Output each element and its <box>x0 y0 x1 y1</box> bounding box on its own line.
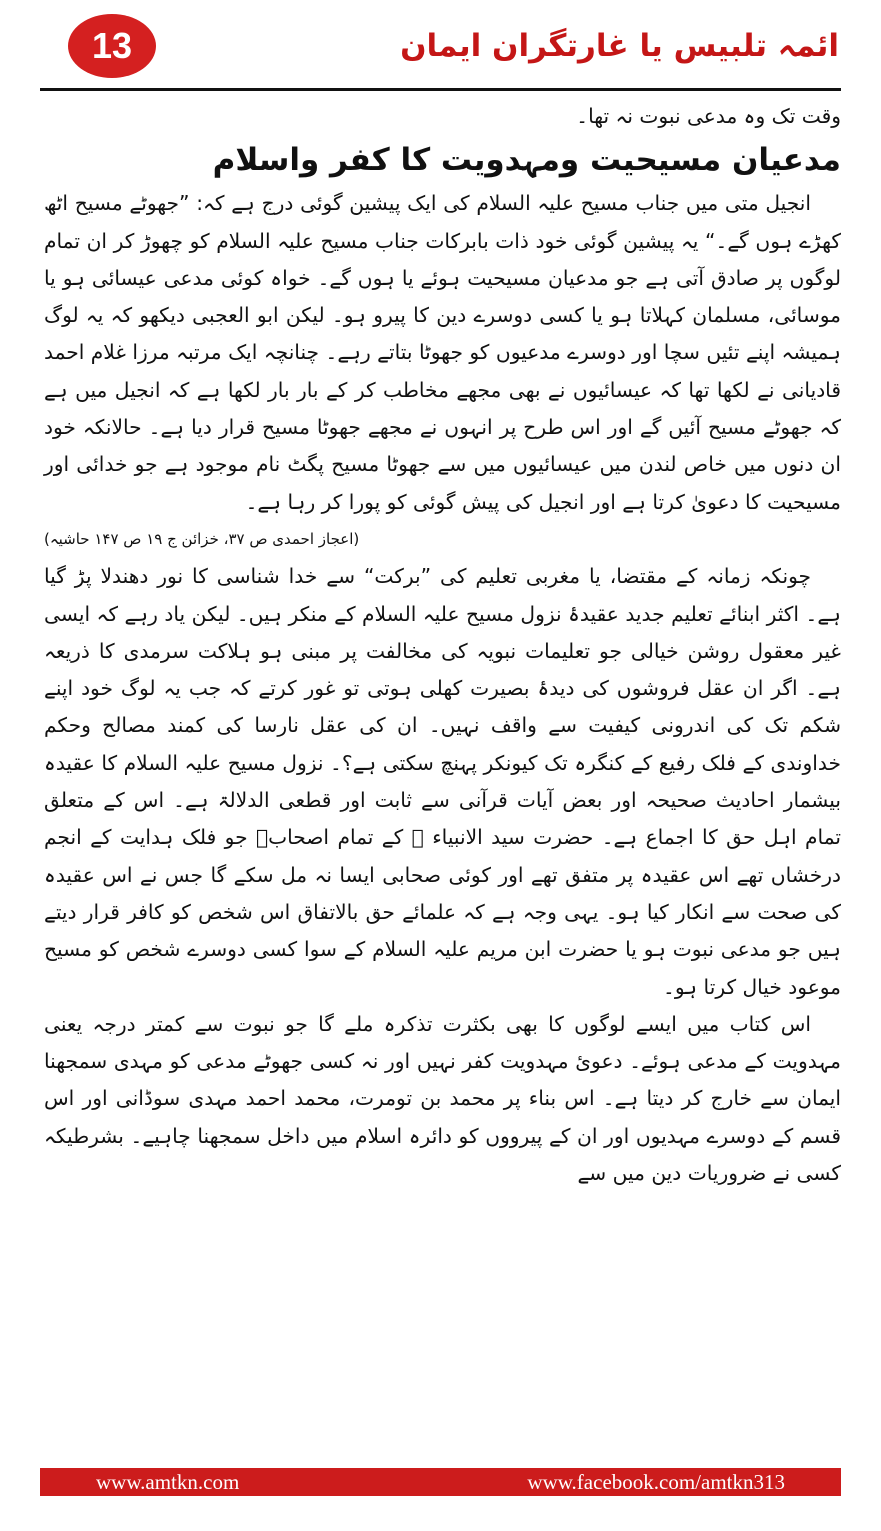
paragraph-1: انجیل متی میں جناب مسیح علیہ السلام کی ایک پیشین گوئی درج ہے کہ: ”جھوٹے مسیح اٹھ کھڑے ہوں گے۔“ یہ پیشین گوئی خود ذات بابرکات جناب مسیح علیہ السلام کو چھوڑ کر ان تمام لوگوں پر صادق آتی ہے جو مدعیان مسیحیت ہوئے یا ہوں گے۔ خواہ کوئی مدعی عیسائی ہو یا موسائی، مسلمان کہلاتا ہو یا کسی دوسرے دین کا پیرو ہو۔ لیکن ابو العجبی دیکھو کہ یہ لوگ ہمیشہ اپنے تئیں سچا اور دوسرے مدعیوں کو جھوٹا بتاتے رہے۔ چنانچہ ایک مرتبہ مرزا غلام احمد قادیانی نے لکھا تھا کہ عیسائیوں نے بھی مجھے مخاطب کر کے بار بار لکھا ہے کہ انجیل میں ہے کہ جھوٹے مسیح آئیں گے اور اس طرح پر انہوں نے مجھے جھوٹا مسیح قرار دیا ہے۔ حالانکہ خود ان دنوں میں خاص لندن میں عیسائیوں میں سے جھوٹا مسیح پگٹ نام موجود ہے جو خدائی اور مسیحیت کا دعویٰ کرتا ہے اور انجیل کی پیش گوئی کو پورا کر رہا ہے۔ <box>44 191 841 514</box>
header-divider <box>40 88 841 91</box>
page-number-badge: 13 <box>68 14 156 78</box>
footer-facebook-link[interactable]: www.facebook.com/amtkn313 <box>527 1469 785 1494</box>
section-heading: مدعیان مسیحیت ومہدویت کا کفر واسلام <box>212 142 841 179</box>
paragraph-2: چونکہ زمانہ کے مقتضا، یا مغربی تعلیم کی ”برکت“ سے خدا شناسی کا نور دھندلا پڑ گیا ہے۔ اکثر ابنائے تعلیم جدید عقیدۂ نزول مسیح علیہ السلام کے منکر ہیں۔ لیکن یاد رہے کہ ایسی غیر معقول روشن خیالی جو تعلیمات نبویہ کی مخالفت پر مبنی ہو ہلاکت سرمدی کا ذریعہ ہے۔ اگر ان عقل فروشوں کی دیدۂ بصیرت کھلی ہوتی تو غور کرتے کہ جب یہ لوگ خود اپنے شکم تک کی اندرونی کیفیت سے واقف نہیں۔ ان کی عقل نارسا کی کمند مصالح وحکم خداوندی کے فلک رفیع کے کنگرہ تک کیونکر پہنچ سکتی ہے؟۔ نزول مسیح علیہ السلام کا عقیدہ بیشمار احادیث صحیحہ اور بعض آیات قرآنی سے ثابت اور قطعی الدلالۃ ہے۔ اس کے متعلق تمام اہل حق کا اجماع ہے۔ حضرت سید الانبیاء ﷺ کے تمام اصحابؓ جو فلک ہدایت کے انجم درخشاں تھے اس عقیدہ پر متفق تھے اور کوئی صحابی ایسا نہ مل سکے گا جس نے اس عقیدہ کی صحت سے انکار کیا ہو۔ یہی وجہ ہے کہ علمائے حق بالاتفاق اس شخص کو کافر قرار دیتے ہیں جو مدعی نبوت ہو یا حضرت ابن مریم علیہ السلام کے سوا کسی دوسرے شخص کو مسیح موعود خیال کرتا ہو۔ <box>44 564 841 999</box>
opening-line: وقت تک وہ مدعی نبوت نہ تھا۔ <box>576 104 841 128</box>
reference-citation: (اعجاز احمدی ص ۳۷، خزائن ج ۱۹ ص ۱۴۷ حاشیہ) <box>44 529 360 548</box>
footer-website-link[interactable]: www.amtkn.com <box>96 1469 240 1494</box>
book-title: ائمہ تلبیس یا غارتگران ایمان <box>400 28 839 64</box>
footer-bar <box>40 1468 841 1496</box>
page-body <box>44 98 841 1192</box>
paragraph-3: اس کتاب میں ایسے لوگوں کا بھی بکثرت تذکرہ ملے گا جو نبوت سے کمتر درجہ یعنی مہدویت کے مدعی ہوئے۔ دعویٔ مہدویت کفر نہیں اور نہ کسی جھوٹے مدعی کو مہدی سمجھنا ایمان سے خارج کر دیتا ہے۔ اس بناء پر محمد بن تومرت، محمد احمد مہدی سوڈانی اور اس قسم کے دوسرے مہدیوں اور ان کے پیرووں کو دائرہ اسلام میں داخل سمجھنا چاہیے۔ بشرطیکہ کسی نے ضروریات دین میں سے <box>44 1011 841 1186</box>
